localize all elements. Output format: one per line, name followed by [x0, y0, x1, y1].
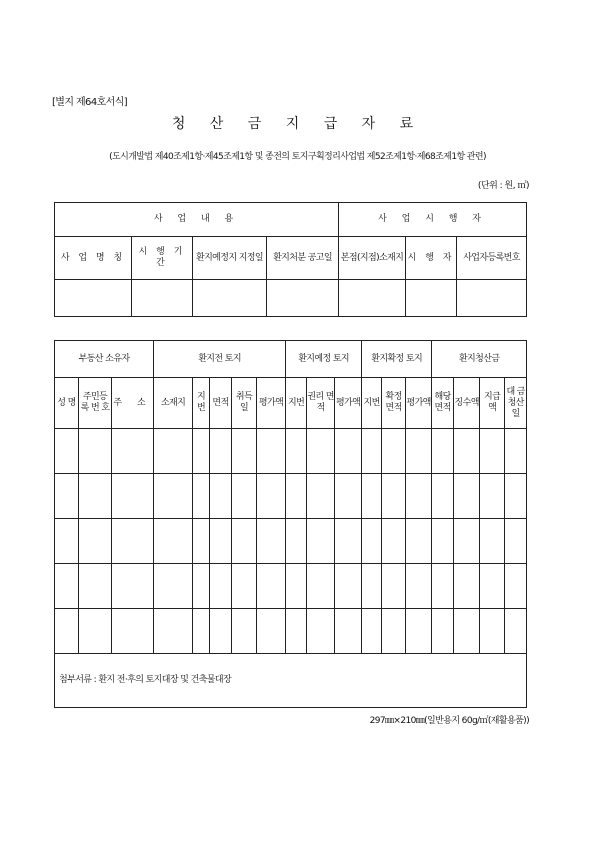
table-row [55, 429, 527, 474]
cell-empty [480, 474, 505, 519]
cell-empty [154, 609, 193, 654]
cell-empty [432, 564, 454, 609]
form-number: [별지 제64호서식] [52, 97, 128, 108]
settlement-rows [55, 429, 527, 654]
cell-empty [210, 609, 232, 654]
cell-empty [79, 519, 112, 564]
cell-empty [55, 280, 132, 317]
cell-empty [454, 519, 480, 564]
owner-header: 부동산 소유자 [55, 341, 154, 378]
col-confirmed-value: 평가액 [406, 378, 432, 429]
col-confirmed-lot: 지번 [362, 378, 382, 429]
paper-spec: 297㎜×210㎜(일반용지 60g/㎡(재활용품)) [369, 716, 529, 726]
col-head-office: 본점(지점)소재지 [339, 237, 406, 280]
cell-empty [362, 564, 382, 609]
col-period: 시 행 기 간 [132, 237, 193, 280]
cell-empty [55, 474, 79, 519]
cell-empty [232, 429, 257, 474]
cell-empty [257, 519, 286, 564]
cell-empty [335, 519, 362, 564]
cell-empty [210, 519, 232, 564]
cell-empty [480, 429, 505, 474]
cell-empty [382, 609, 406, 654]
cell-empty [382, 474, 406, 519]
cell-empty [232, 474, 257, 519]
cell-empty [454, 564, 480, 609]
cell-empty [193, 609, 210, 654]
cell-empty [154, 474, 193, 519]
cell-empty [286, 564, 307, 609]
col-acquired-date: 취득일 [232, 378, 257, 429]
cell-empty [55, 429, 79, 474]
col-pre-value: 평가액 [257, 378, 286, 429]
cell-empty [362, 609, 382, 654]
cell-empty [55, 609, 79, 654]
col-address: 주 소 [112, 378, 154, 429]
cell-empty [454, 474, 480, 519]
cell-empty [193, 474, 210, 519]
cell-empty [457, 280, 527, 317]
cell-empty [362, 474, 382, 519]
cell-empty [210, 474, 232, 519]
table-row [55, 609, 527, 654]
cell-empty [286, 429, 307, 474]
cell-empty [132, 280, 193, 317]
cell-empty [79, 564, 112, 609]
col-designation-date: 환지예정지 지정일 [193, 237, 267, 280]
col-business-name: 사 업 명 칭 [55, 237, 132, 280]
cell-empty [505, 429, 527, 474]
cell-empty [286, 474, 307, 519]
cell-empty [480, 519, 505, 564]
business-info-table [54, 202, 527, 317]
col-name: 성 명 [55, 378, 79, 429]
cell-empty [454, 609, 480, 654]
cell-empty [257, 609, 286, 654]
cell-empty [112, 474, 154, 519]
cell-empty [335, 429, 362, 474]
cell-empty [480, 564, 505, 609]
cell-empty [286, 609, 307, 654]
col-applicable-area: 해당 면적 [432, 378, 454, 429]
cell-empty [286, 519, 307, 564]
cell-empty [406, 519, 432, 564]
col-resident-number: 주민등록 번 호 [79, 378, 112, 429]
cell-empty [382, 564, 406, 609]
cell-empty [257, 564, 286, 609]
cell-empty [193, 519, 210, 564]
cell-empty [112, 564, 154, 609]
cell-empty [406, 609, 432, 654]
cell-empty [210, 564, 232, 609]
pre-land-header: 환지전 토지 [154, 341, 286, 378]
cell-empty [154, 519, 193, 564]
cell-empty [335, 474, 362, 519]
cell-empty [257, 474, 286, 519]
form-subtitle: (도시개발법 제40조제1항·제45조제1항 및 종전의 토지구획정리사업법 제52조제1항·제68조제1항 관련) [109, 152, 486, 162]
col-paid: 지급액 [480, 378, 505, 429]
cell-empty [432, 609, 454, 654]
attachment-note: 첨부서류 : 환지 전·후의 토지대장 및 건축물대장 [55, 654, 527, 708]
cell-empty [307, 474, 335, 519]
cell-empty [55, 519, 79, 564]
cell-empty [382, 429, 406, 474]
cell-empty [210, 429, 232, 474]
col-right-area: 권리 면적 [307, 378, 335, 429]
table-row [55, 474, 527, 519]
cell-empty [307, 609, 335, 654]
cell-empty [339, 280, 406, 317]
cell-empty [454, 429, 480, 474]
cell-empty [193, 564, 210, 609]
settlement-header: 환지청산금 [432, 341, 527, 378]
settlement-table [54, 340, 527, 708]
col-pre-area: 면적 [210, 378, 232, 429]
cell-empty [154, 429, 193, 474]
form-title: 청 산 금 지 급 자 료 [171, 116, 424, 132]
cell-empty [480, 609, 505, 654]
unit-note: (단위 : 원, ㎡) [477, 181, 529, 191]
cell-empty [505, 519, 527, 564]
cell-empty [505, 609, 527, 654]
table-row [55, 519, 527, 564]
col-pre-lot: 지번 [193, 378, 210, 429]
cell-empty [79, 474, 112, 519]
cell-empty [267, 280, 339, 317]
cell-empty [505, 564, 527, 609]
cell-empty [193, 429, 210, 474]
cell-empty [307, 429, 335, 474]
planned-land-header: 환지예정 토지 [286, 341, 362, 378]
cell-empty [382, 519, 406, 564]
cell-empty [406, 429, 432, 474]
cell-empty [505, 474, 527, 519]
cell-empty [362, 429, 382, 474]
cell-empty [362, 519, 382, 564]
cell-empty [232, 519, 257, 564]
cell-empty [154, 564, 193, 609]
col-settlement-date: 대 금 청산일 [505, 378, 527, 429]
cell-empty [232, 609, 257, 654]
cell-empty [112, 519, 154, 564]
cell-empty [406, 474, 432, 519]
cell-empty [432, 519, 454, 564]
col-location: 소재지 [154, 378, 193, 429]
cell-empty [112, 429, 154, 474]
col-planned-value: 평가액 [335, 378, 362, 429]
col-registration-number: 사업자등록번호 [457, 237, 527, 280]
cell-empty [406, 280, 457, 317]
cell-empty [335, 609, 362, 654]
table-row [55, 564, 527, 609]
cell-empty [112, 609, 154, 654]
cell-empty [432, 429, 454, 474]
col-notice-date: 환지처분 공고일 [267, 237, 339, 280]
col-operator: 시 행 자 [406, 237, 457, 280]
confirmed-land-header: 환지확정 토지 [362, 341, 432, 378]
business-content-header: 사 업 내 용 [55, 203, 339, 237]
cell-empty [432, 474, 454, 519]
cell-empty [79, 609, 112, 654]
col-planned-lot: 지번 [286, 378, 307, 429]
business-operator-header: 사 업 시 행 자 [339, 203, 527, 237]
cell-empty [55, 564, 79, 609]
col-confirmed-area: 확정 면적 [382, 378, 406, 429]
col-collected: 징수액 [454, 378, 480, 429]
cell-empty [79, 429, 112, 474]
cell-empty [193, 280, 267, 317]
cell-empty [307, 519, 335, 564]
cell-empty [307, 564, 335, 609]
cell-empty [406, 564, 432, 609]
cell-empty [232, 564, 257, 609]
cell-empty [257, 429, 286, 474]
cell-empty [335, 564, 362, 609]
